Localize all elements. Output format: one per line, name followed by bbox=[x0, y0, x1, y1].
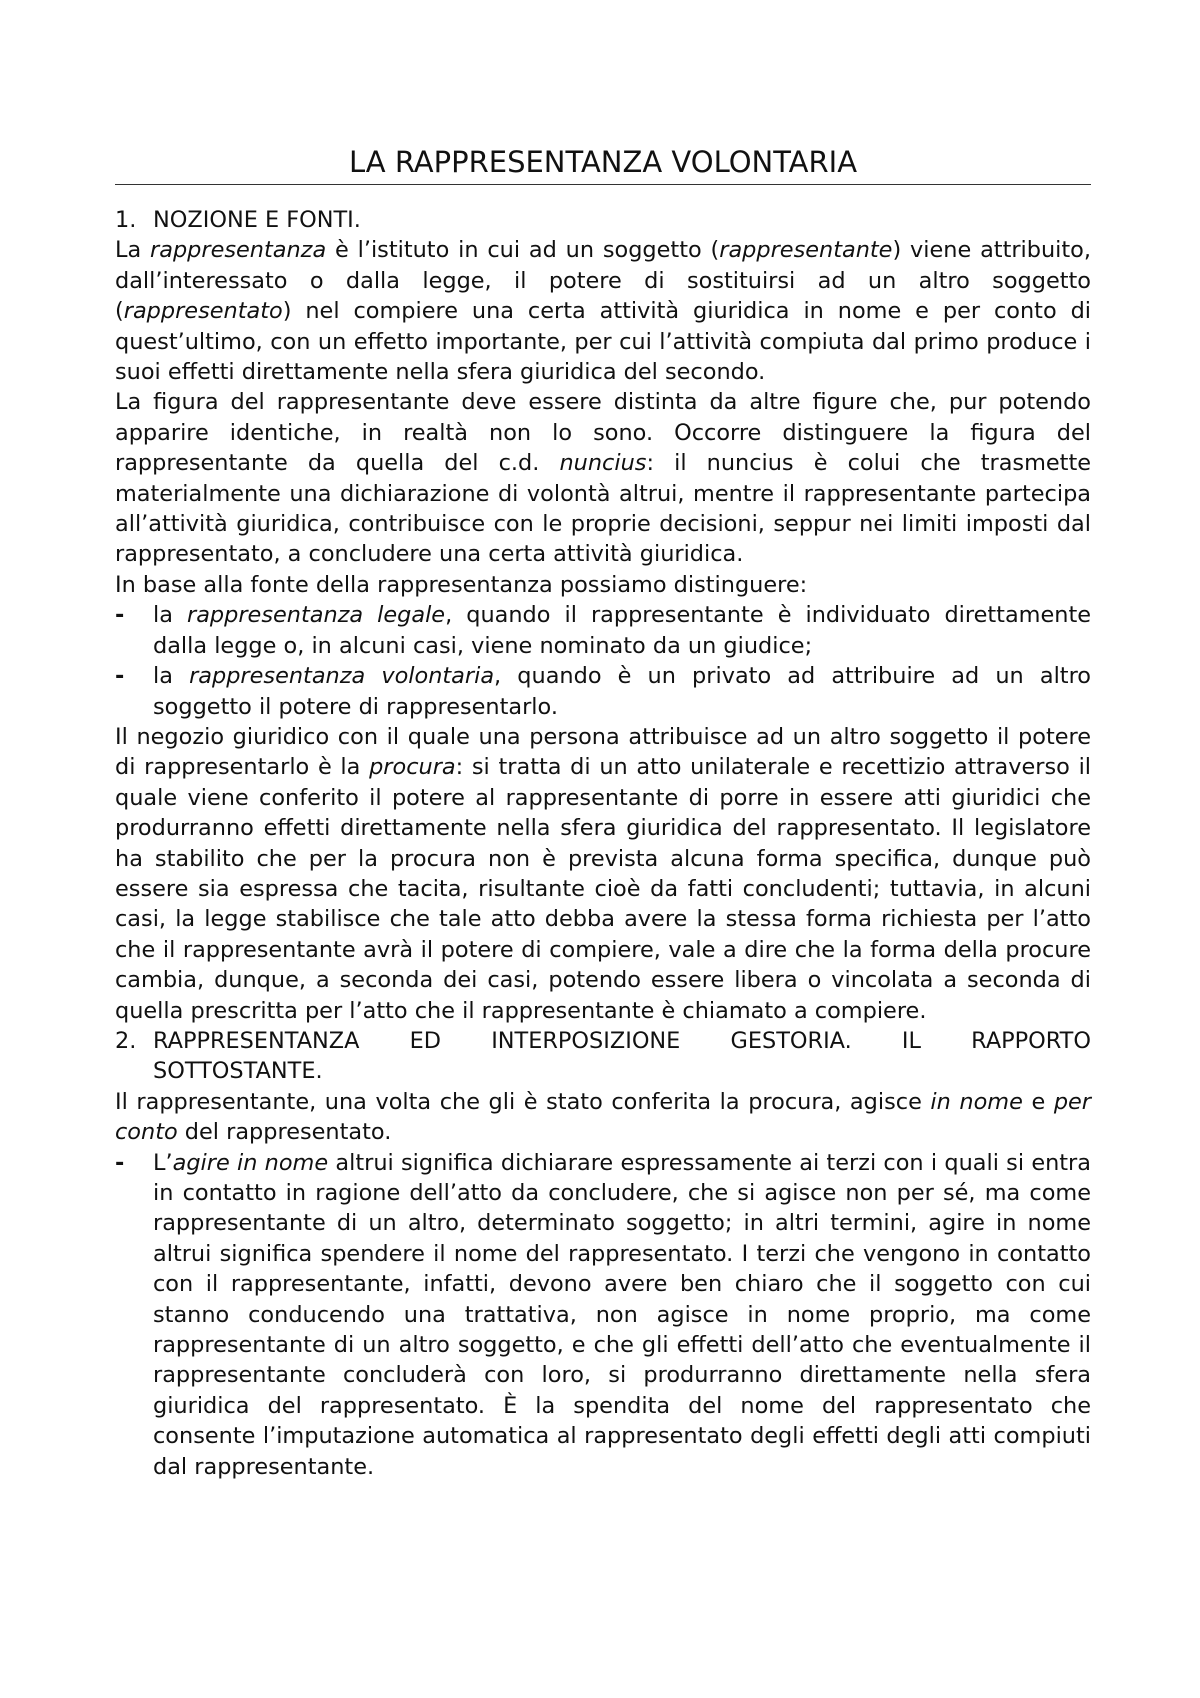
document-page bbox=[115, 142, 1091, 1482]
section-title: NOZIONE E FONTI. bbox=[153, 207, 361, 233]
italic-term: nuncius bbox=[559, 450, 647, 477]
paragraph bbox=[115, 722, 1091, 1026]
bullet-dash: - bbox=[115, 663, 125, 690]
paragraph bbox=[115, 1087, 1091, 1148]
document-body bbox=[115, 205, 1091, 1482]
bullet-item bbox=[115, 661, 1091, 722]
italic-term: procura bbox=[369, 754, 456, 781]
italic-term: rappresentante bbox=[719, 237, 893, 264]
text: Il rappresentante, una volta che gli è stato conferita la procura, agisce bbox=[115, 1088, 931, 1115]
italic-term: rappresentanza volontaria bbox=[189, 663, 495, 690]
text: La figura del rappresentante deve essere distinta da altre figure che, pur potendo apparire identiche, in realtà non lo sono. Occorre distinguere la figura del rappresentante da quella del c.d. bbox=[115, 389, 1091, 477]
section-1-heading bbox=[115, 205, 1091, 235]
text: La bbox=[115, 237, 151, 264]
paragraph bbox=[115, 235, 1091, 387]
section-number: 2. bbox=[115, 1027, 137, 1054]
bullet-dash: - bbox=[115, 602, 125, 629]
italic-term: rappresentato bbox=[123, 298, 283, 325]
text: è l’istituto in cui ad un soggetto ( bbox=[326, 237, 720, 264]
section-title bbox=[153, 1026, 1091, 1087]
text: Il negozio giuridico con il quale una persona attribuisce ad un altro soggetto il potere di rappresentarlo è la bbox=[115, 723, 1091, 781]
italic-term: rappresentanza bbox=[150, 237, 327, 264]
italic-term: per conto bbox=[115, 1088, 1092, 1146]
bullet-item bbox=[115, 600, 1091, 661]
bullet-text bbox=[153, 600, 1091, 661]
bullet-dash: - bbox=[115, 1149, 125, 1176]
paragraph: In base alla fonte della rappresentanza possiamo distinguere: bbox=[115, 571, 808, 598]
section-number: 1. bbox=[115, 207, 137, 233]
text: : il nuncius è colui che trasmette materialmente una dichiarazione di volontà altrui, mentre il rappresentante partecipa all’attività giuridica, contribuisce con le proprie decisioni, seppur nei limiti imposti dal rappresentato, a concludere una certa attività giuridica. bbox=[115, 450, 1091, 568]
text: altrui significa dichiarare espressamente ai terzi con i quali si entra in contatto in ragione dell’atto da concludere, che si agisce non per sé, ma come rappresentante di un altro, determinato soggetto; in altri termini, agire in nome altrui significa spendere il nome del rappresentato. I terzi che vengono in contatto con il rappresentante, infatti, devono avere ben chiaro che il soggetto con cui stanno conducendo una trattativa, non agisce in nome proprio, ma come rappresentante di un altro soggetto, e che gli effetti dell’atto che eventualmente il rappresentante concluderà con loro, si produrranno direttamente nella sfera giuridica del rappresentato. È la spendita del nome del rappresentato che consente l’imputazione automatica al rappresentato degli effetti degli atti compiuti dal rappresentante. bbox=[153, 1149, 1091, 1480]
bullet-text bbox=[153, 1148, 1091, 1482]
document-title: LA RAPPRESENTANZA VOLONTARIA bbox=[115, 142, 1091, 185]
section-2-heading bbox=[115, 1026, 1091, 1087]
paragraph bbox=[115, 387, 1091, 569]
text: ) nel compiere una certa attività giuridica in nome e per conto di quest’ultimo, con un effetto importante, per cui l’attività compiuta dal primo produce i suoi effetti direttamente nella sfera giuridica del secondo. bbox=[115, 298, 1091, 386]
section-title-line-1: RAPPRESENTANZA ED INTERPOSIZIONE GESTORIA. IL RAPPORTO bbox=[153, 1027, 1091, 1054]
italic-term: agire in nome bbox=[172, 1149, 329, 1176]
section-title-line-2: SOTTOSTANTE. bbox=[153, 1058, 323, 1085]
text: e bbox=[1022, 1088, 1054, 1115]
text: ) viene attribuito, dall’interessato o dalla legge, il potere di sostituirsi ad un altro soggetto ( bbox=[115, 237, 1091, 325]
text: , quando è un privato ad attribuire ad un altro soggetto il potere di rappresentarlo. bbox=[153, 663, 1091, 720]
text: la bbox=[153, 602, 187, 629]
italic-term: rappresentanza legale bbox=[186, 602, 446, 629]
text: : si tratta di un atto unilaterale e recettizio attraverso il quale viene conferito il potere al rappresentante di porre in essere atti giuridici che produrranno effetti direttamente nella sfera giuridica del rappresentato. Il legislatore ha stabilito che per la procura non è prevista alcuna forma specifica, dunque può essere sia espressa che tacita, risultante cioè da fatti concludenti; tuttavia, in alcuni casi, la legge stabilisce che tale atto debba avere la stessa forma richiesta per l’atto che il rappresentante avrà il potere di compiere, vale a dire che la forma della procure cambia, dunque, a seconda dei casi, potendo essere libera o vincolata a seconda di quella prescritta per l’atto che il rappresentante è chiamato a compiere. bbox=[115, 754, 1092, 1024]
italic-term: in nome bbox=[930, 1088, 1023, 1115]
text: del rappresentato. bbox=[177, 1119, 392, 1146]
bullet-item bbox=[115, 1148, 1091, 1482]
text: la bbox=[153, 663, 190, 690]
text: , quando il rappresentante è individuato direttamente dalla legge o, in alcuni casi, viene nominato da un giudice; bbox=[153, 602, 1091, 659]
text: L’ bbox=[153, 1149, 173, 1176]
bullet-text bbox=[153, 661, 1091, 722]
